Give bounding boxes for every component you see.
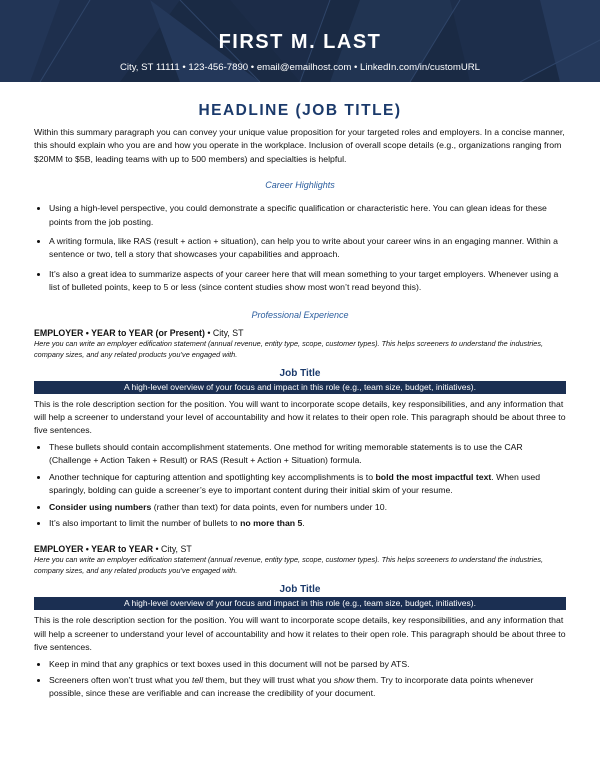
bullet-bold-text: Consider using numbers [49,501,152,512]
experience-title: Professional Experience [251,309,349,320]
bullet-text: Another technique for capturing attention and spotlighting key accomplishments is to [49,471,376,482]
job-title: Job Title [279,367,321,379]
career-highlights-title: Career Highlights [265,180,335,191]
bullet-text: Keep in mind that any graphics or text boxes used in this document will not be parsed by ATS. [49,658,410,669]
job-entry [34,544,566,700]
career-highlights-list [34,202,566,294]
list-item [49,441,566,468]
headline: HEADLINE (JOB TITLE) [198,102,402,119]
list-item [49,658,566,671]
accomplishment-list [34,441,566,530]
bullet-text: them. Try to incorporate data points whenever possible, since these are verifiable and can increase the credibility of your document. [49,674,534,699]
employer-name: EMPLOYER • YEAR to YEAR [34,544,154,555]
bullet-text: These bullets should contain accomplishment statements. One method for writing memorable statements is to use the CAR (Challenge + Action Taken + Result) or RAS (Result + Action + Situation) formula. [49,441,523,466]
resume-header [0,0,600,82]
bullet-italic-text: tell [191,674,204,685]
list-item [49,501,566,514]
focus-bar: A high-level overview of your focus and impact in this role (e.g., team size, budget, initiatives). [34,597,566,610]
employer-name: EMPLOYER • YEAR to YEAR (or Present) [34,327,205,338]
summary-paragraph: Within this summary paragraph you can convey your unique value proposition for your targeted roles and employers. In a concise manner, this should explain who you are and how you operate in the workplace. Inclusion of overall scope details (e.g., organizations ranging from $20MM to $5B, leading teams with up to 500 members) and specialties is helpful. [34,127,565,164]
employer-city: • City, ST [153,544,192,555]
bullet-text: It’s also important to limit the number of bullets to [49,517,241,528]
bullet-text: Screeners often won’t trust what you [49,674,192,685]
list-item [49,674,566,701]
list-item [49,471,566,498]
job-entry [34,328,566,531]
bullet-text: (rather than text) for data points, even for numbers under 10. [151,501,388,512]
list-item: • A writing formula, like RAS (result + action + situation), can help you to write about your career wins in an engaging manner. Within a sentence or two, tell a story that showcases your capabilities and approach. [49,235,566,262]
candidate-name: FIRST M. LAST [218,31,382,53]
focus-bar: A high-level overview of your focus and impact in this role (e.g., team size, budget, initiatives). [34,381,566,394]
bullet-bold-text: no more than 5 [240,517,303,528]
employer-edification: Here you can write an employer edification statement (annual revenue, entity type, scope, customer types). This helps screeners to understand the industries, company sizes, and any related products you’ve engaged with. [34,555,544,576]
job-title: Job Title [279,584,321,596]
list-item [49,517,566,530]
resume-body [0,102,600,701]
contact-line: City, ST 11111 • 123-456-7890 • email@emailhost.com • LinkedIn.com/in/customURL [119,62,481,73]
bullet-bold-text: bold the most impactful text [375,471,492,482]
employer-edification: Here you can write an employer edification statement (annual revenue, entity type, scope, customer types). This helps screeners to understand the industries, company sizes, and any related products you’ve engaged with. [34,338,544,359]
bullet-text: them, but they will trust what you [203,674,334,685]
bullet-text: . [302,517,305,528]
bullet-text: . When used sparingly, bolding can guide a screener’s eye to important content during their initial skim of your resume. [49,471,541,496]
employer-line [34,328,566,338]
role-description: This is the role description section for the position. You will want to incorporate scope details, key responsibilities, and any information that will help a screener to understand your level of accountability and how it relates to their open role. This paragraph should be about three to five sentences. [34,398,566,436]
employer-city: • City, ST [204,327,244,338]
accomplishment-list [34,658,566,701]
list-item: • Using a high-level perspective, you could demonstrate a specific qualification or characteristic here. You can glean ideas for these points from the job posting. [49,202,566,229]
list-item: • It’s also a great idea to summarize aspects of your career here that will mean something to your target employers. Whenever using a list of bulleted points, keep to 5 or less (since content studies show most won’t read beyond this). [49,268,566,295]
role-description: This is the role description section for the position. You will want to incorporate scope details, key responsibilities, and any information that will help a screener to understand your level of accountability and how it relates to their open role. This paragraph should be about three to five sentences. [34,615,566,653]
bullet-italic-text: show [333,674,355,685]
employer-line [34,544,566,554]
